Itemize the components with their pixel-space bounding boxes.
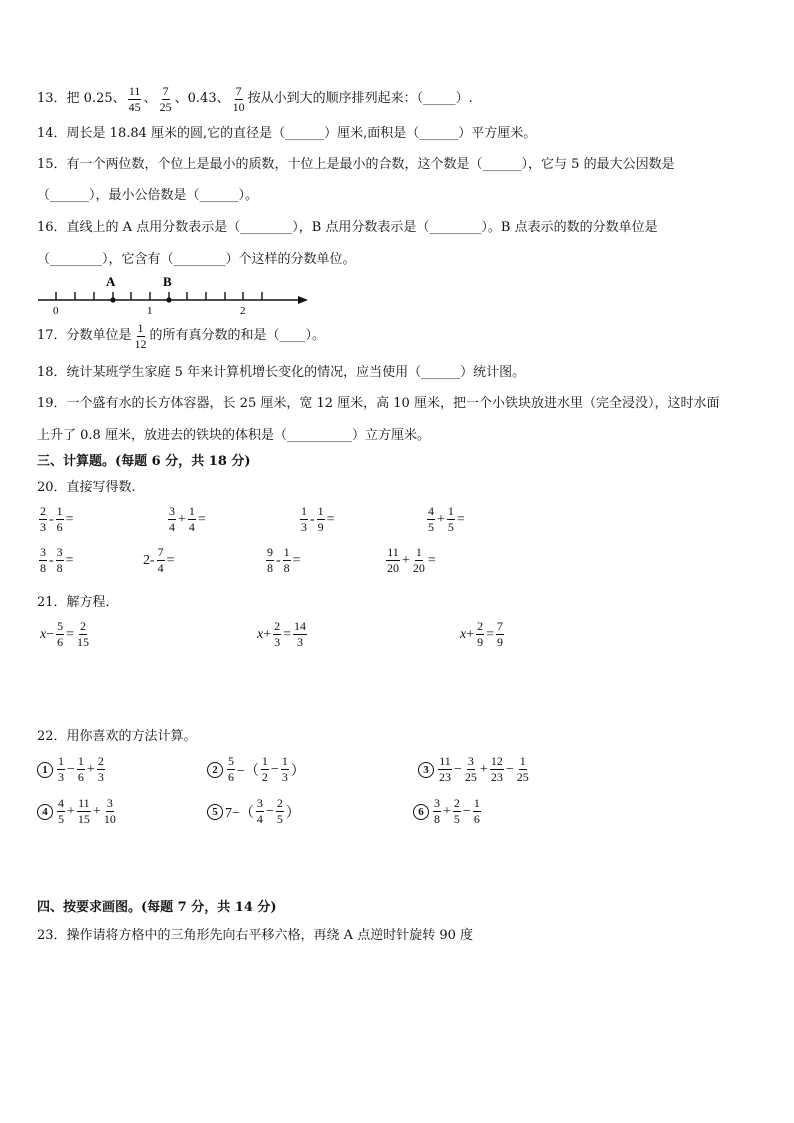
fraction [433,797,441,826]
denominator: 15 [77,635,90,649]
numerator: 7 [235,83,242,98]
numerator: 3 [56,545,63,559]
numerator: 4 [428,504,434,518]
math-symbol: = [166,552,175,568]
q22-expression-2 [207,755,305,784]
fraction [490,755,504,784]
math-symbol: - [49,511,54,527]
label-a: A [106,274,116,289]
math-symbol: 7−（ [225,805,254,821]
question-19-line1: 19．一个盛有水的长方体容器，长 25 厘米，宽 12 厘米，高 10 厘米，把一个小铁块放进水里（完全浸没），这时水面 [37,396,720,411]
number-line-ticks [56,292,262,300]
numerator: 4 [58,796,64,810]
numerator: 3 [467,754,474,768]
fraction [157,546,165,575]
math-symbol: + [437,511,445,527]
fraction [453,797,461,826]
tick-label-1: 1 [147,305,153,316]
q21-equation-a [40,620,92,649]
fraction [232,85,246,114]
fraction [293,620,307,649]
numerator: 2 [80,619,87,633]
fraction [516,755,530,784]
fraction [281,755,289,784]
q20-item-f [143,546,175,575]
fraction [56,620,64,649]
math-symbol: + [402,552,410,568]
math-symbol: = [427,552,436,568]
math-symbol: + [178,511,186,527]
fraction [56,546,64,575]
fraction [427,505,435,534]
q20-item-h [384,546,436,575]
denominator: 25 [159,99,172,114]
fraction [256,797,264,826]
denominator: 4 [157,561,164,575]
question-21: 21．解方程． [37,595,119,610]
denominator: 45 [128,99,141,114]
math-symbol: = [486,626,495,642]
numerator: 9 [267,545,273,559]
denominator: 3 [301,520,307,534]
question-16-line2: （________），它含有（________）个这样的分数单位。 [37,252,356,267]
denominator: 15 [77,812,90,826]
fraction [39,546,47,575]
denominator: 5 [453,812,460,826]
denominator: 5 [447,520,454,534]
question-14: 14．周长是 18.84 厘米的圆,它的直径是（______）厘米,面积是（______）平方厘米。 [37,126,537,141]
denominator: 3 [97,770,104,784]
math-symbol: + [92,803,101,819]
numerator: 1 [56,504,63,518]
denominator: 6 [228,770,234,784]
tick-label-0: 0 [53,305,59,316]
math-symbol: + [67,803,75,819]
circled-number: 1 [37,762,53,778]
q20-item-c [298,505,335,534]
q20-item-d [425,505,465,534]
fraction [476,620,484,649]
numerator: 1 [283,545,290,559]
fraction [412,546,426,575]
numerator: 1 [58,754,64,768]
denominator: 12 [134,336,147,351]
numerator: 2 [274,619,281,633]
denominator: 10 [232,99,245,114]
fraction [464,755,478,784]
q22-expression-6 [413,797,483,826]
point-b [166,297,171,302]
numerator: 5 [228,754,234,768]
denominator: 8 [283,561,290,575]
question-15-line1: 15．有一个两位数，个位上是最小的质数，十位上是最小的合数，这个数是（______），它与 5 的最大公因数是 [37,157,675,172]
denominator: 9 [497,635,504,649]
fraction [134,322,148,351]
denominator: 2 [261,770,268,784]
denominator: 5 [428,520,434,534]
math-symbol: + [263,626,272,642]
fraction [447,505,455,534]
math-symbol: ） [285,805,300,821]
math-symbol: − [265,803,274,819]
math-symbol: x [257,626,264,642]
math-symbol: - [49,552,54,568]
denominator: 8 [56,561,63,575]
math-symbol: = [65,511,74,527]
question-20: 20．直接写得数. [37,480,136,495]
label-b: B [163,274,172,289]
fraction [438,755,452,784]
math-symbol: − [67,761,75,777]
question-16-line1: 16．直线上的 A 点用分数表示是（________），B 点用分数表示是（________）。B 点表示的数的分数单位是 [37,220,658,235]
fraction [168,505,176,534]
fraction [57,797,65,826]
numerator: 5 [57,619,64,633]
math-symbol: + [466,626,475,642]
math-symbol: − [270,761,279,777]
numerator: 1 [281,754,288,768]
math-symbol: x [460,626,467,642]
circled-number: 4 [37,804,53,820]
numerator: 14 [294,619,307,633]
numerator: 3 [169,504,175,518]
fraction [496,620,504,649]
denominator: 4 [188,520,195,534]
numerator: 3 [434,796,440,810]
math-symbol: - [276,552,281,568]
fraction [188,505,196,534]
math-symbol: = [283,626,292,642]
numerator: 1 [77,754,84,768]
numerator: 1 [447,504,454,518]
numerator: 1 [301,504,307,518]
numerator: 1 [188,504,195,518]
q22-expression-1 [37,755,107,784]
denominator: 6 [77,770,84,784]
fraction [128,85,142,114]
section-4-heading: 四、按要求画图。(每题 7 分，共 14 分) [37,900,277,915]
numerator: 1 [415,545,422,559]
numerator: 2 [40,504,46,518]
math-symbol: x [40,626,47,642]
math-symbol: + [86,761,95,777]
denominator: 9 [477,635,484,649]
math-symbol: − [462,803,471,819]
point-a [110,297,115,302]
denominator: 6 [473,812,480,826]
denominator: 3 [274,635,281,649]
fraction [227,755,235,784]
math-symbol: = [326,511,335,527]
number-line [36,272,316,316]
numerator: 1 [137,320,144,335]
math-symbol: − [454,761,462,777]
numerator: 2 [276,796,283,810]
circled-number: 2 [207,762,223,778]
math-symbol: = [66,626,75,642]
fraction [273,620,281,649]
math-symbol: = [197,511,206,527]
fraction [159,85,173,114]
numerator: 1 [261,754,268,768]
numerator: 7 [157,545,164,559]
math-symbol: 2- [143,552,155,568]
numerator: 11 [78,796,90,810]
question-13: 13．把 0.25、 $\frac{11}{45}$ 、 $\frac{7}{25}$ 、0.43、 $\frac{7}{10}$ 按从小到大的顺序排列起来：（_____）. [37,83,473,114]
denominator: 4 [256,812,263,826]
denominator: 25 [464,770,477,784]
numerator: 7 [497,619,504,633]
math-symbol: + [479,761,488,777]
numerator: 1 [317,504,324,518]
math-symbol: + [443,803,451,819]
fraction [39,505,47,534]
question-17: 17．分数单位是 $\frac{1}{12}$ 的所有真分数的和是（____）。 [37,320,326,351]
numerator: 11 [128,83,141,98]
fraction [300,505,308,534]
denominator: 23 [490,770,503,784]
denominator: 3 [281,770,288,784]
fraction [266,546,274,575]
numerator: 11 [439,754,451,768]
numerator: 2 [453,796,460,810]
question-23: 23．操作请将方格中的三角形先向右平移六格，再绕 A 点逆时针旋转 90 度 [37,928,474,943]
denominator: 9 [317,520,324,534]
question-18: 18．统计某班学生家庭 5 年来计算机增长变化的情况，应当使用（______）统计图。 [37,365,526,380]
math-symbol: = [292,552,301,568]
q20-item-b [166,505,206,534]
numerator: 1 [473,796,480,810]
fraction [77,755,85,784]
denominator: 8 [267,561,273,575]
fraction [317,505,325,534]
math-symbol: ） [290,763,305,779]
denominator: 8 [434,812,440,826]
math-symbol: = [456,511,465,527]
math-symbol: - [310,511,315,527]
q21-equation-c [460,620,506,649]
fraction [386,546,400,575]
question-22: 22．用你喜欢的方法计算。 [37,729,197,744]
question-15-line2: （______），最小公倍数是（______）。 [37,188,259,203]
q20-item-g [264,546,301,575]
denominator: 25 [516,770,529,784]
denominator: 3 [297,635,304,649]
math-symbol: −（ [237,763,259,779]
fraction [57,755,65,784]
number-line-arrow [298,296,308,304]
q20-item-a [37,505,74,534]
numerator: 7 [162,83,169,98]
denominator: 6 [56,520,63,534]
numerator: 2 [477,619,484,633]
denominator: 5 [58,812,64,826]
denominator: 6 [57,635,64,649]
fraction [276,797,284,826]
denominator: 20 [387,561,399,575]
fraction [77,797,91,826]
denominator: 4 [169,520,175,534]
denominator: 8 [40,561,46,575]
numerator: 3 [40,545,46,559]
math-symbol: = [65,552,74,568]
numerator: 1 [519,754,526,768]
math-symbol: − [505,761,514,777]
fraction [283,546,291,575]
q22-expression-3 [418,755,532,784]
fraction [97,755,105,784]
fraction [473,797,481,826]
numerator: 12 [490,754,503,768]
fraction [56,505,64,534]
denominator: 20 [412,561,425,575]
denominator: 23 [439,770,451,784]
circled-number: 5 [207,804,223,820]
circled-number: 6 [413,804,429,820]
q22-expression-4 [37,797,119,826]
denominator: 5 [276,812,283,826]
question-19-line2: 上升了 0.8 厘米，放进去的铁块的体积是（__________）立方厘米。 [37,428,430,443]
fraction [103,797,117,826]
numerator: 11 [387,545,399,559]
fraction [261,755,269,784]
q22-expression-5 [207,797,300,826]
denominator: 10 [103,812,116,826]
section-3-heading: 三、计算题。(每题 6 分，共 18 分) [37,454,251,469]
tick-label-2: 2 [240,305,246,316]
q20-item-e [37,546,74,575]
denominator: 3 [40,520,46,534]
numerator: 2 [97,754,104,768]
denominator: 3 [58,770,64,784]
numerator: 3 [106,796,113,810]
math-symbol: − [46,626,55,642]
fraction [76,620,90,649]
circled-number: 3 [418,762,434,778]
q21-equation-b [257,620,309,649]
numerator: 3 [256,796,263,810]
